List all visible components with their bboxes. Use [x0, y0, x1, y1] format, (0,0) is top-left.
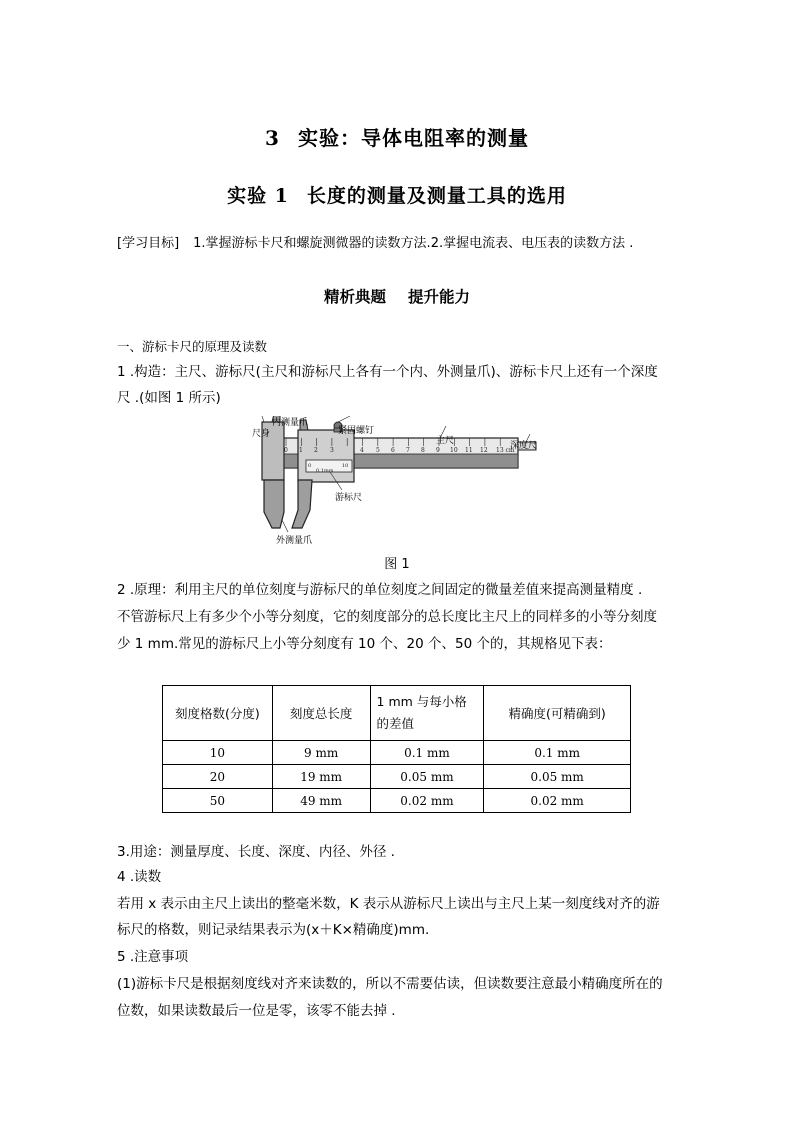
label-outer-jaw: 外测量爪 [276, 536, 313, 546]
table-cell: 10 [163, 741, 273, 765]
scale-num: 7 [406, 447, 410, 454]
item2-line1: 2 .原理：利用主尺的单位刻度与游标尺的单位刻度之间固定的微量差值来提高测量精度 . [117, 582, 643, 598]
table-header [370, 686, 484, 741]
item2-line2: 不管游标尺上有多少个小等分刻度，它的刻度部分的总长度比主尺上的同样多的小等分刻度 [117, 609, 657, 625]
label-main-scale: 主尺 [436, 436, 455, 446]
scale-num: 13 cm [496, 447, 515, 454]
table-cell: 9 mm [272, 741, 370, 765]
item5-line2: 位数，如果读数最后一位是零，该零不能去掉 . [117, 1003, 396, 1019]
vernier-unit: 0.1mm [316, 468, 334, 474]
label-screw: 紧固螺钉 [338, 426, 375, 436]
scale-num: 1 [299, 447, 303, 454]
goal-text: 1.掌握游标卡尺和螺旋测微器的读数方法.2.掌握电流表、电压表的读数方法 . [193, 236, 634, 251]
table-cell: 0.05 mm [484, 765, 631, 789]
item3: 3.用途：测量厚度、长度、深度、内径、外径 . [117, 844, 395, 860]
scale-num: 8 [421, 447, 425, 454]
section-title-b: 提升能力 [408, 288, 471, 306]
vernier-slider [298, 430, 354, 482]
item4-line1: 若用 x 表示由主尺上读出的整毫米数，K 表示从游标尺上读出与主尺上某一刻度线对齐的游 [117, 896, 660, 912]
table-header: 精确度(可精确到) [484, 686, 631, 741]
table-cell: 49 mm [272, 789, 370, 813]
scale-num: 12 [480, 447, 488, 454]
vernier-num: 10 [342, 463, 349, 469]
table-cell: 50 [163, 789, 273, 813]
table-header: 刻度总长度 [272, 686, 370, 741]
scale-num: 4 [360, 447, 364, 454]
label-body: 尺身 [252, 429, 271, 439]
item2-line3: 少 1 mm.常见的游标尺上小等分刻度有 10 个、20 个、50 个的，其规格见下表： [117, 636, 612, 652]
learning-goals [117, 232, 633, 251]
table-header-row [163, 686, 631, 741]
table-row [163, 789, 631, 813]
section-title-a: 精析典题 [323, 288, 386, 306]
table-cell: 0.1 mm [484, 741, 631, 765]
item4: 4 .读数 [117, 869, 162, 885]
heading-vernier: 一、游标卡尺的原理及读数 [117, 339, 268, 354]
goal-tag: [学习目标] [117, 236, 180, 251]
table-cell: 0.05 mm [370, 765, 484, 789]
section-title [0, 285, 794, 307]
item5-line1: (1)游标卡尺是根据刻度线对齐来读数的，所以不需要估读，但读数要注意最小精确度所在的 [117, 976, 663, 992]
sliding-outer-jaw [292, 480, 312, 528]
table-row [163, 741, 631, 765]
label-depth: 深度尺 [510, 441, 538, 451]
item4-line2: 标尺的格数，则记录结果表示为(x＋K×精确度)mm. [117, 922, 430, 938]
scale-num: 2 [314, 447, 318, 454]
label-inner-jaw: 内测量爪 [272, 418, 309, 428]
table-row [163, 765, 631, 789]
scale-num: 9 [436, 447, 440, 454]
table-header: 刻度格数(分度) [163, 686, 273, 741]
fixed-outer-jaw [264, 480, 284, 528]
table-cell: 20 [163, 765, 273, 789]
figure-caption: 图 1 [384, 557, 410, 572]
experiment-title [0, 181, 794, 208]
table-cell: 0.02 mm [484, 789, 631, 813]
scale-num: 10 [450, 447, 458, 454]
scale-num: 11 [465, 447, 473, 454]
table-cell: 19 mm [272, 765, 370, 789]
label-vernier: 游标尺 [335, 493, 363, 503]
experiment-label: 实验 1 [227, 185, 289, 207]
table-cell: 0.02 mm [370, 789, 484, 813]
vernier-num: 0 [308, 463, 312, 469]
scale-num: 3 [330, 447, 334, 454]
item5: 5 .注意事项 [117, 949, 189, 965]
chapter-title [0, 122, 794, 151]
item1-line1: 1 .构造：主尺、游标尺(主尺和游标尺上各有一个内、外测量爪)、游标卡尺上还有一个深度 [117, 364, 658, 380]
vernier-spec-table [162, 685, 631, 813]
scale-num: 5 [376, 447, 380, 454]
chapter-number: 3 [265, 126, 280, 150]
table-cell: 0.1 mm [370, 741, 484, 765]
table-header-line: 1 mm 与每小格 [376, 694, 467, 709]
experiment-title-text: 长度的测量及测量工具的选用 [306, 185, 567, 207]
scale-num: 6 [391, 447, 395, 454]
vernier-caliper-figure [250, 416, 550, 548]
scale-num: 0 [284, 447, 288, 454]
table-header-line: 的差值 [376, 716, 415, 731]
item1-line2: 尺 .(如图 1 所示) [117, 390, 221, 406]
chapter-title-text: 实验：导体电阻率的测量 [297, 126, 529, 150]
